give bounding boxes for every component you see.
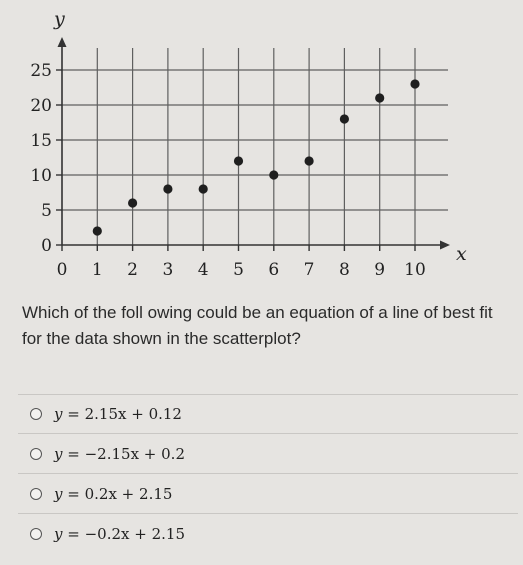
divider <box>18 473 518 474</box>
choice-b-text: y = −2.15x + 0.2 <box>54 445 185 463</box>
x-axis-label: x <box>456 243 467 265</box>
y-tick-label: 10 <box>30 166 52 186</box>
divider <box>18 513 518 514</box>
x-tick-label: 6 <box>268 260 280 280</box>
x-tick-label: 4 <box>197 260 209 280</box>
x-tick-label: 10 <box>404 260 426 280</box>
choice-c-text: y = 0.2x + 2.15 <box>54 485 173 503</box>
y-tick-label: 0 <box>41 236 52 256</box>
choice-a[interactable] <box>30 399 510 429</box>
divider <box>18 433 518 434</box>
y-tick-label: 15 <box>30 131 52 151</box>
radio-button[interactable] <box>30 528 42 540</box>
data-point <box>199 184 208 193</box>
x-tick-label: 5 <box>233 260 244 280</box>
y-axis-arrow <box>58 37 67 47</box>
data-points <box>93 79 420 235</box>
choice-b[interactable] <box>30 439 510 469</box>
choice-d[interactable] <box>30 519 510 549</box>
tick-labels <box>30 61 425 280</box>
x-tick-label: 9 <box>374 260 386 280</box>
divider <box>18 394 518 395</box>
choice-c[interactable] <box>30 479 510 509</box>
grid-lines <box>62 48 448 245</box>
question-text: Which of the foll owing could be an equation of a line of best fit for the data shown in the scatterplot? <box>22 303 493 348</box>
data-point <box>128 198 137 207</box>
x-axis-arrow <box>440 241 450 250</box>
radio-button[interactable] <box>30 448 42 460</box>
choice-d-text: y = −0.2x + 2.15 <box>54 525 185 543</box>
data-point <box>163 184 172 193</box>
choice-a-text: y = 2.15x + 0.12 <box>54 405 182 423</box>
y-tick-label: 5 <box>41 201 52 221</box>
x-tick-label: 7 <box>303 260 315 280</box>
y-tick-label: 20 <box>30 96 52 116</box>
x-tick-label: 8 <box>338 260 350 280</box>
x-tick-label: 2 <box>127 260 139 280</box>
radio-button[interactable] <box>30 488 42 500</box>
x-tick-label: 0 <box>56 260 68 280</box>
x-tick-label: 1 <box>91 260 103 280</box>
data-point <box>269 170 278 179</box>
data-point <box>340 114 349 123</box>
data-point <box>305 156 314 165</box>
axes <box>56 37 450 251</box>
y-tick-label: 25 <box>30 61 52 81</box>
radio-button[interactable] <box>30 408 42 420</box>
data-point <box>234 156 243 165</box>
data-point <box>410 79 419 88</box>
y-axis-label: y <box>54 8 65 30</box>
data-point <box>375 93 384 102</box>
data-point <box>93 226 102 235</box>
x-tick-label: 3 <box>162 260 174 280</box>
